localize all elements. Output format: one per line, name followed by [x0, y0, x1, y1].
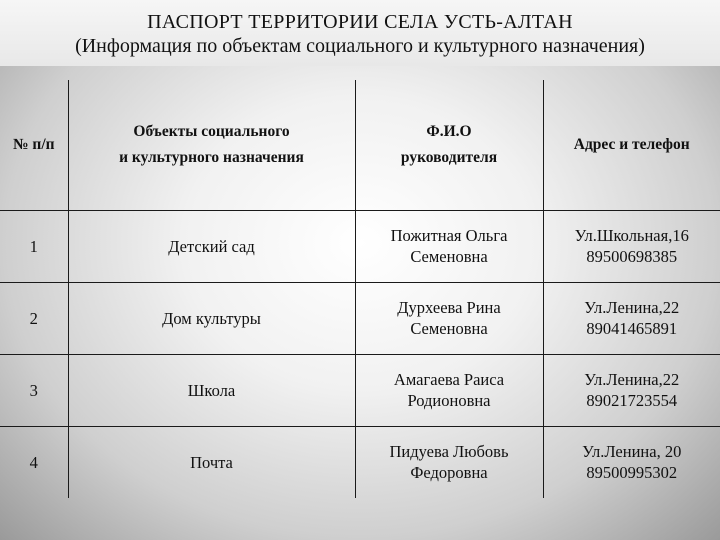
row-num: 3 — [0, 354, 68, 426]
objects-table — [0, 80, 720, 498]
header-head: Ф.И.О руководителя — [355, 80, 543, 210]
row-num: 1 — [0, 210, 68, 282]
row-object: Дом культуры — [68, 282, 355, 354]
header-num: № п/п — [0, 80, 68, 210]
row-address: Ул.Ленина, 20 89500995302 — [582, 442, 682, 483]
row-object: Почта — [68, 426, 355, 498]
row-num: 4 — [0, 426, 68, 498]
row-address: Ул.Ленина,22 89041465891 — [543, 282, 720, 354]
row-object: Школа — [68, 354, 355, 426]
row-num: 2 — [0, 282, 68, 354]
row-address: Ул.Ленина,22 89021723554 — [543, 354, 720, 426]
row-head: Пожитная Ольга Семеновна — [355, 210, 543, 282]
page-subtitle: (Информация по объектам социального и культурного назначения) — [75, 35, 645, 57]
row-head: Пидуева Любовь Федоровна — [355, 426, 543, 498]
table-row — [0, 354, 720, 426]
table-row — [0, 210, 720, 282]
table-row — [0, 282, 720, 354]
header-address: Адрес и телефон — [543, 80, 720, 210]
page-title: ПАСПОРТ ТЕРРИТОРИИ СЕЛА УСТЬ-АЛТАН — [147, 11, 573, 33]
title-band — [0, 0, 720, 66]
row-object: Детский сад — [68, 210, 355, 282]
row-head: Амагаева Раиса Родионовна — [355, 354, 543, 426]
table-row — [0, 426, 720, 498]
row-head: Дурхеева Рина Семеновна — [355, 282, 543, 354]
header-object: Объекты социального и культурного назначения — [68, 80, 355, 210]
row-address: Ул.Школьная,16 89500698385 — [543, 210, 720, 282]
table-header-row — [0, 80, 720, 210]
